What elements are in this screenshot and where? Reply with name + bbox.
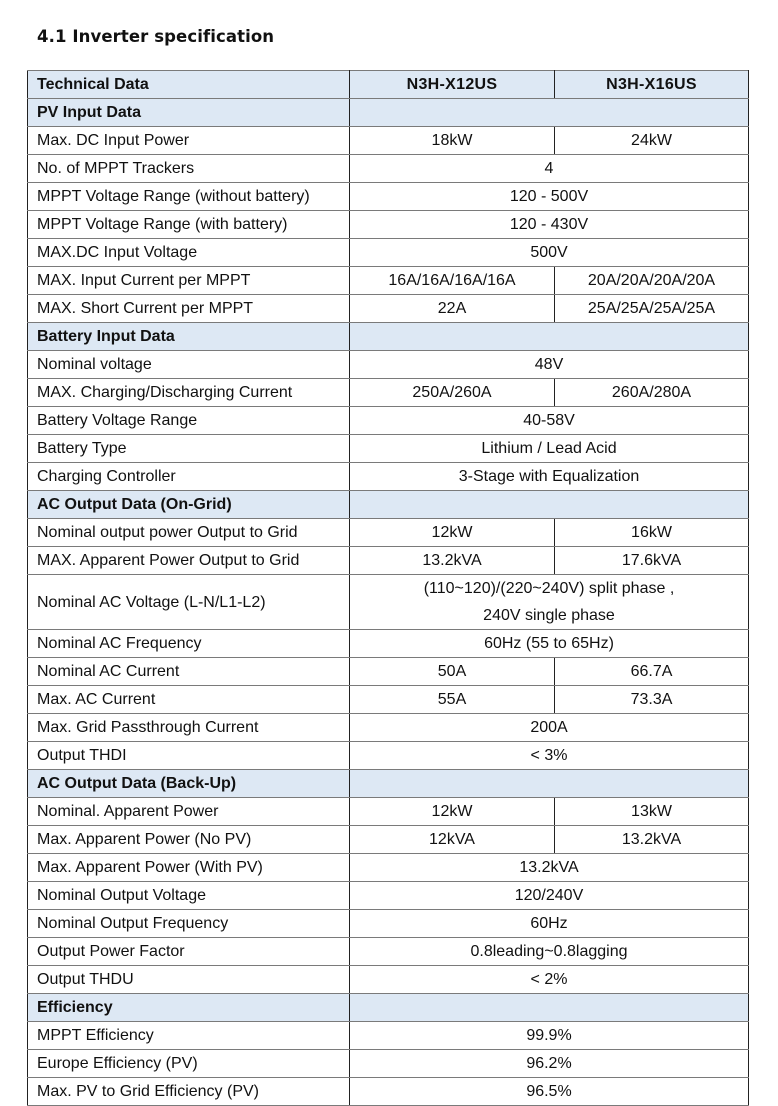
value-model-b: 13.2kVA: [555, 826, 749, 854]
table-row: [28, 966, 749, 994]
table-row: [28, 351, 749, 379]
table-row: [28, 882, 749, 910]
header-label: Technical Data: [28, 71, 350, 99]
table-row: [28, 854, 749, 882]
table-row: [28, 155, 749, 183]
row-label: Battery Type: [28, 435, 350, 463]
section-title: AC Output Data (On-Grid): [28, 491, 350, 519]
row-label: Output THDI: [28, 742, 350, 770]
table-row: [28, 547, 749, 575]
section-row-ac-output-on-grid: [28, 491, 749, 519]
row-label: Europe Efficiency (PV): [28, 1050, 350, 1078]
table-row: [28, 407, 749, 435]
value-model-b: 24kW: [555, 127, 749, 155]
table-row: [28, 183, 749, 211]
row-label: Max. PV to Grid Efficiency (PV): [28, 1078, 350, 1106]
value-both: 0.8leading~0.8lagging: [350, 938, 749, 966]
section-blank: [350, 770, 749, 798]
row-label: Nominal Output Frequency: [28, 910, 350, 938]
value-model-b: 20A/20A/20A/20A: [555, 267, 749, 295]
section-title: Battery Input Data: [28, 323, 350, 351]
section-blank: [350, 99, 749, 127]
value-model-b: 66.7A: [555, 658, 749, 686]
value-both: 120 - 500V: [350, 183, 749, 211]
table-row: [28, 826, 749, 854]
row-label: Charging Controller: [28, 463, 350, 491]
header-model-b: N3H-X16US: [555, 71, 749, 99]
table-row: [28, 910, 749, 938]
table-row: [28, 742, 749, 770]
row-label: Max. Grid Passthrough Current: [28, 714, 350, 742]
row-label: Nominal AC Frequency: [28, 630, 350, 658]
row-label: MAX.DC Input Voltage: [28, 239, 350, 267]
value-model-b: 260A/280A: [555, 379, 749, 407]
section-title: Efficiency: [28, 994, 350, 1022]
row-label: Output Power Factor: [28, 938, 350, 966]
value-both: 48V: [350, 351, 749, 379]
section-blank: [350, 994, 749, 1022]
table-row: [28, 211, 749, 239]
value-model-a: 18kW: [350, 127, 555, 155]
value-both: 96.2%: [350, 1050, 749, 1078]
value-model-a: 22A: [350, 295, 555, 323]
value-both: 99.9%: [350, 1022, 749, 1050]
value-both: 120/240V: [350, 882, 749, 910]
row-label: MAX. Short Current per MPPT: [28, 295, 350, 323]
row-label: MAX. Apparent Power Output to Grid: [28, 547, 350, 575]
row-label: Battery Voltage Range: [28, 407, 350, 435]
page-title: 4.1 Inverter specification: [37, 27, 275, 46]
value-model-a: 12kW: [350, 798, 555, 826]
row-label: Nominal Output Voltage: [28, 882, 350, 910]
value-model-a: 12kVA: [350, 826, 555, 854]
row-label: Nominal AC Current: [28, 658, 350, 686]
value-model-b: 16kW: [555, 519, 749, 547]
section-row-efficiency: [28, 994, 749, 1022]
table-row: [28, 714, 749, 742]
value-both: 40-58V: [350, 407, 749, 435]
row-label: MPPT Voltage Range (without battery): [28, 183, 350, 211]
section-blank: [350, 323, 749, 351]
value-both: [350, 575, 749, 630]
value-line-2: 240V single phase: [483, 607, 615, 624]
row-label: Nominal voltage: [28, 351, 350, 379]
section-blank: [350, 491, 749, 519]
table-row: [28, 630, 749, 658]
table-row: [28, 435, 749, 463]
table-row: [28, 938, 749, 966]
row-label: Max. Apparent Power (No PV): [28, 826, 350, 854]
table-header-row: [28, 71, 749, 99]
value-both: 60Hz (55 to 65Hz): [350, 630, 749, 658]
header-model-a: N3H-X12US: [350, 71, 555, 99]
section-row-ac-output-backup: [28, 770, 749, 798]
section-title: PV Input Data: [28, 99, 350, 127]
value-model-a: 12kW: [350, 519, 555, 547]
value-model-b: 13kW: [555, 798, 749, 826]
table-row: [28, 379, 749, 407]
value-both: < 2%: [350, 966, 749, 994]
row-label: No. of MPPT Trackers: [28, 155, 350, 183]
value-model-a: 50A: [350, 658, 555, 686]
table-row: [28, 1078, 749, 1106]
table-row: [28, 686, 749, 714]
table-row: [28, 463, 749, 491]
value-model-b: 17.6kVA: [555, 547, 749, 575]
value-both: 500V: [350, 239, 749, 267]
table-row: [28, 798, 749, 826]
value-both: 200A: [350, 714, 749, 742]
value-line-1: (110~120)/(220~240V) split phase ,: [423, 580, 675, 597]
inverter-spec-table: [27, 70, 749, 1106]
table-row: [28, 575, 749, 630]
value-both: < 3%: [350, 742, 749, 770]
row-label: MPPT Voltage Range (with battery): [28, 211, 350, 239]
value-both: 120 - 430V: [350, 211, 749, 239]
table-row: [28, 1022, 749, 1050]
row-label: MAX. Charging/Discharging Current: [28, 379, 350, 407]
value-model-a: 16A/16A/16A/16A: [350, 267, 555, 295]
table-row: [28, 127, 749, 155]
value-both: 4: [350, 155, 749, 183]
row-label: Max. Apparent Power (With PV): [28, 854, 350, 882]
row-label: Nominal AC Voltage (L-N/L1-L2): [28, 575, 350, 630]
value-both: Lithium / Lead Acid: [350, 435, 749, 463]
value-both: 96.5%: [350, 1078, 749, 1106]
table-row: [28, 1050, 749, 1078]
value-both: 60Hz: [350, 910, 749, 938]
table-row: [28, 519, 749, 547]
value-model-a: 250A/260A: [350, 379, 555, 407]
value-model-a: 55A: [350, 686, 555, 714]
value-both: 3-Stage with Equalization: [350, 463, 749, 491]
value-both: 13.2kVA: [350, 854, 749, 882]
section-row-pv-input: [28, 99, 749, 127]
row-label: MPPT Efficiency: [28, 1022, 350, 1050]
row-label: Nominal output power Output to Grid: [28, 519, 350, 547]
table-row: [28, 658, 749, 686]
table-row: [28, 239, 749, 267]
table-row: [28, 295, 749, 323]
value-model-b: 73.3A: [555, 686, 749, 714]
section-title: AC Output Data (Back-Up): [28, 770, 350, 798]
row-label: MAX. Input Current per MPPT: [28, 267, 350, 295]
row-label: Max. DC Input Power: [28, 127, 350, 155]
value-model-b: 25A/25A/25A/25A: [555, 295, 749, 323]
section-row-battery-input: [28, 323, 749, 351]
row-label: Nominal. Apparent Power: [28, 798, 350, 826]
table-row: [28, 267, 749, 295]
value-model-a: 13.2kVA: [350, 547, 555, 575]
row-label: Output THDU: [28, 966, 350, 994]
row-label: Max. AC Current: [28, 686, 350, 714]
